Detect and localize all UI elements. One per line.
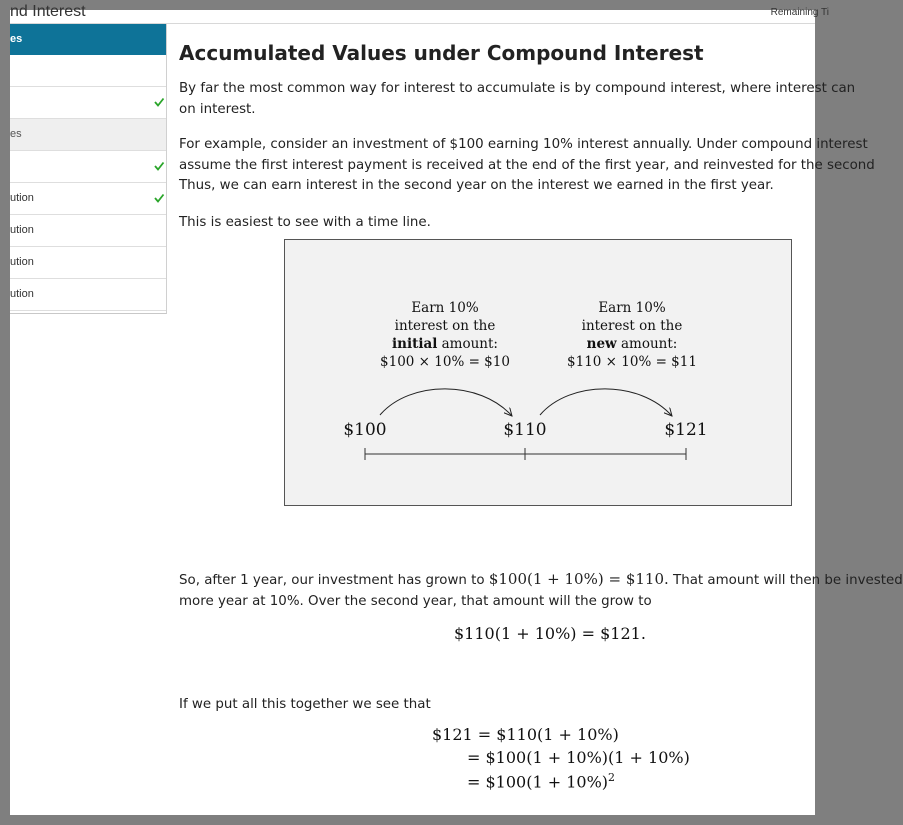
equation-line-2: = $100(1 + 10%)(1 + 10%) — [467, 748, 690, 767]
left-arrow — [380, 389, 512, 416]
timeline-value-0: $100 — [343, 420, 387, 440]
left-note-line-1: Earn 10% — [411, 300, 479, 316]
growth-inline-equation: $100(1 + 10%) = $110. — [488, 570, 669, 588]
right-note-bold: new — [586, 336, 617, 352]
example-line-2: assume the first interest payment is received at the end of the first year, and reinvested for the second — [179, 157, 875, 173]
equation-line-1: $121 = $110(1 + 10%) — [432, 725, 619, 744]
sidebar-item-0[interactable] — [10, 55, 166, 87]
right-note-line-4: $110 × 10% = $11 — [567, 354, 697, 370]
course-title: nd Interest — [10, 3, 86, 20]
intro-line-2: on interest. — [179, 101, 256, 117]
growth-line-1-after: That amount will then be invested — [668, 573, 903, 588]
equation-line-3-base: = $100(1 + 10%) — [467, 772, 609, 792]
sidebar-item-7[interactable] — [10, 279, 166, 311]
example-line-1: For example, consider an investment of $100 earning 10% interest annually. Under compound interest — [179, 137, 868, 152]
left-note-line-4: $100 × 10% = $10 — [380, 354, 510, 370]
left-note-line-2: interest on the — [394, 318, 496, 334]
left-note-rest: amount: — [437, 336, 498, 352]
right-note-line-3 — [587, 336, 678, 352]
timeline-value-2: $121 — [664, 420, 708, 440]
sidebar-item-6[interactable] — [10, 247, 166, 279]
example-paragraph — [179, 135, 875, 197]
check-icon — [153, 87, 165, 118]
right-note-line-1: Earn 10% — [598, 300, 666, 316]
sidebar-item-2[interactable] — [10, 119, 166, 151]
equation-line-3 — [467, 771, 615, 791]
example-line-3: Thus, we can earn interest in the second year on the interest we earned in the first year. — [179, 178, 774, 193]
right-note-line-2: interest on the — [581, 318, 683, 334]
sidebar-heading[interactable]: es — [10, 24, 166, 55]
sidebar-item-label: ution — [10, 224, 34, 236]
remaining-time-label: Remaining Ti — [770, 7, 829, 18]
top-bar — [10, 3, 829, 24]
timeline-intro: This is easiest to see with a time line. — [179, 215, 431, 230]
sidebar-item-label: ution — [10, 288, 34, 300]
check-icon — [153, 151, 165, 182]
sidebar-item-5[interactable] — [10, 215, 166, 247]
growth-line-2: more year at 10%. Over the second year, that amount will the grow to — [179, 593, 652, 609]
page-frame — [10, 3, 903, 815]
sidebar — [10, 24, 167, 314]
sidebar-item-3[interactable] — [10, 151, 166, 183]
intro-line-1: By far the most common way for interest to accumulate is by compound interest, where interest can — [179, 81, 856, 96]
summary-intro: If we put all this together we see that — [179, 697, 431, 712]
sidebar-item-label: es — [10, 128, 22, 140]
timeline-figure — [284, 239, 792, 506]
check-icon — [153, 183, 165, 214]
timeline-value-1: $110 — [503, 420, 547, 440]
sidebar-item-4[interactable] — [10, 183, 166, 215]
left-note-line-3 — [392, 336, 498, 352]
right-note-rest: amount: — [616, 336, 678, 352]
intro-paragraph — [179, 79, 855, 120]
page-title: Accumulated Values under Compound Interest — [179, 41, 704, 65]
right-arrow — [540, 389, 672, 416]
left-note-bold: initial — [392, 336, 438, 352]
sidebar-item-label: ution — [10, 256, 34, 268]
growth-paragraph — [179, 569, 903, 612]
sidebar-item-label: ution — [10, 192, 34, 204]
sidebar-item-1[interactable] — [10, 87, 166, 119]
equation-exponent: 2 — [608, 771, 616, 784]
display-equation: $110(1 + 10%) = $121. — [454, 624, 646, 643]
timeline-diagram — [285, 240, 791, 505]
growth-line-1-text: So, after 1 year, our investment has grown to — [179, 573, 489, 588]
